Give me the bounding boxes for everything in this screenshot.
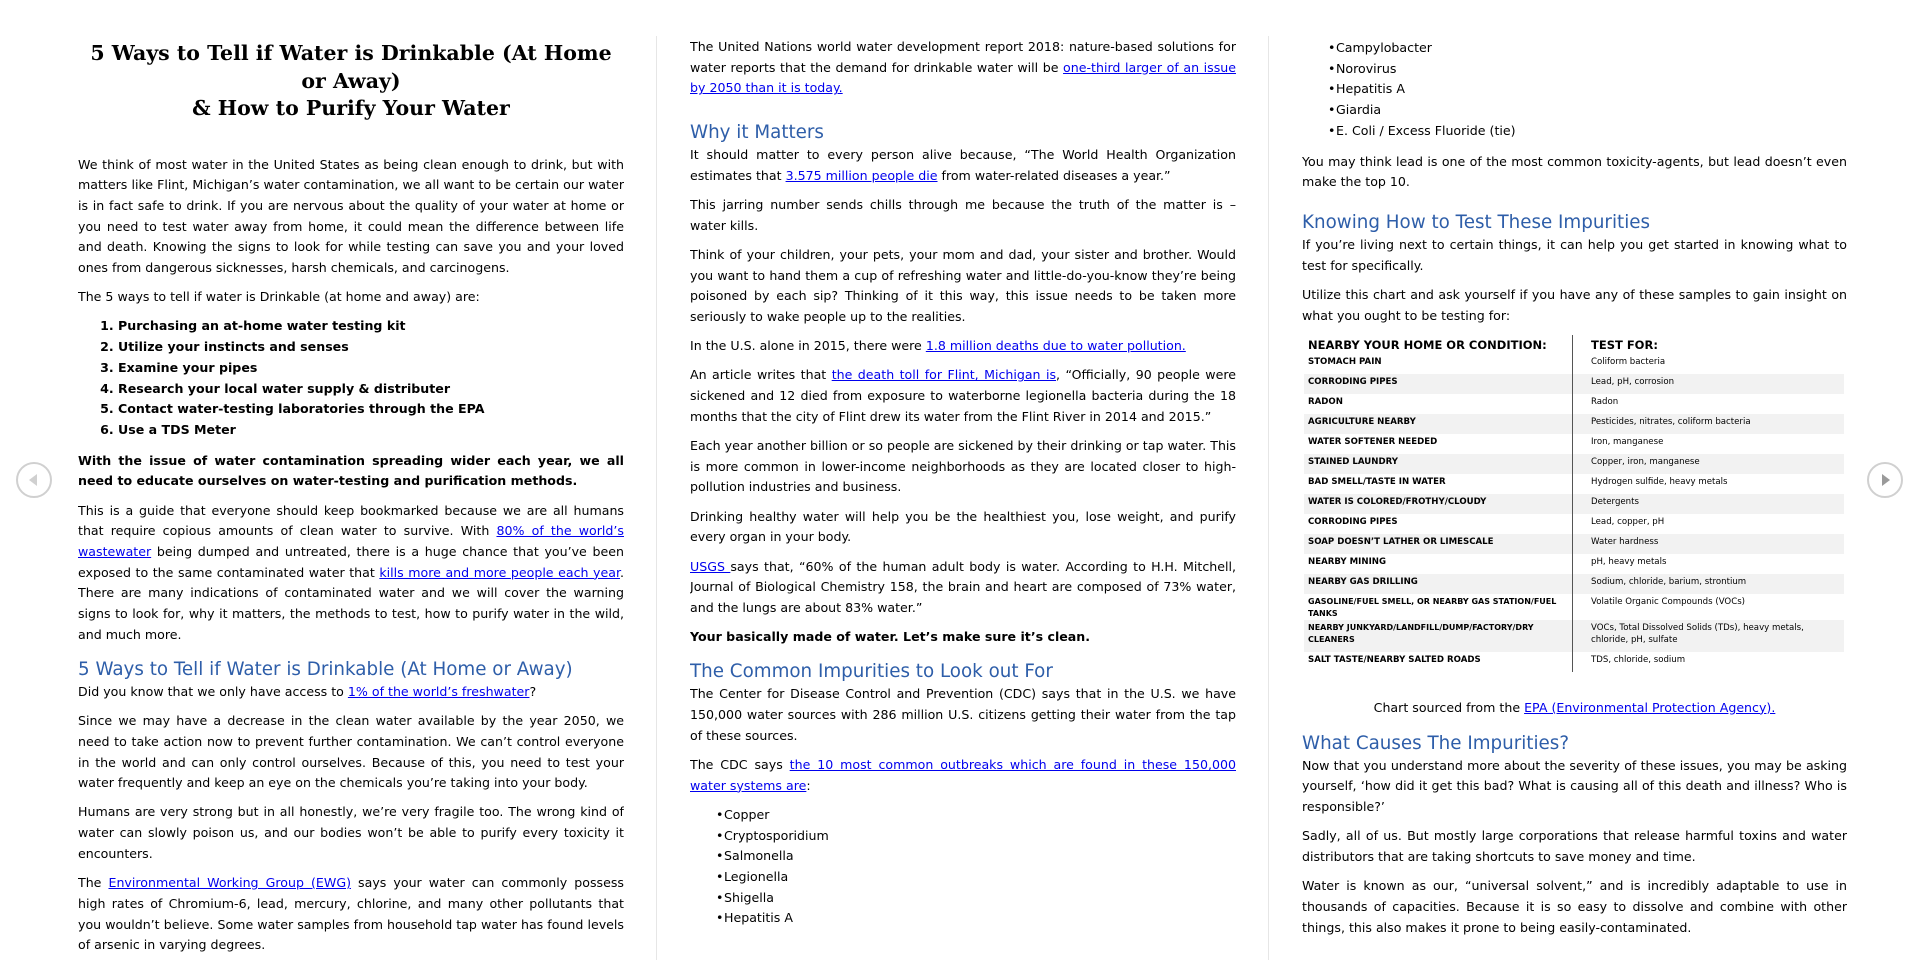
list-item: • Norovirus	[1302, 59, 1847, 80]
bold-paragraph: With the issue of water contamination spreading wider each year, we all need to educate ourselves on water-testing and purification methods.	[78, 452, 624, 489]
page-column-1	[78, 0, 624, 960]
table-row: CORRODING PIPES Lead, copper, pH	[1304, 514, 1844, 534]
table-row: NEARBY MINING pH, heavy metals	[1304, 554, 1844, 574]
fragile-paragraph: Humans are very strong but in all honestly, we’re very fragile too. The wrong kind of water can slowly poison us, and our bodies won’t be able to purify every toxicity it encounters.	[78, 804, 624, 861]
solvent-paragraph: Water is known as our, “universal solvent,” and is incredibly adaptable to use in thousands of capacities. Because it is so easy to dissolve and combine with other things, this also makes it prone to being easily-contaminated.	[1302, 878, 1847, 935]
table-row: SOAP DOESN’T LATHER OR LIMESCALE Water hardness	[1304, 534, 1844, 554]
chevron-right-icon	[1878, 473, 1892, 487]
document-title	[78, 40, 624, 123]
list-item: • Shigella	[690, 888, 1236, 909]
column-divider-1	[656, 36, 657, 960]
next-page-button[interactable]	[1867, 462, 1903, 498]
table-row: AGRICULTURE NEARBY Pesticides, nitrates, coliform bacteria	[1304, 414, 1844, 434]
usgs-link[interactable]: USGS	[690, 558, 731, 574]
wastewater-link[interactable]: 80% of the world’s wastewater	[78, 523, 624, 559]
un-report-link[interactable]: one-third larger of an issue by 2050 than it is today.	[690, 59, 1236, 96]
ewg-link[interactable]: Environmental Working Group (EWG)	[108, 875, 351, 891]
table-row: BAD SMELL/TASTE IN WATER Hydrogen sulfide, heavy metals	[1304, 474, 1844, 494]
page-column-2	[690, 0, 1236, 960]
list-item: 6. Use a TDS Meter	[118, 420, 624, 441]
test-column-header: TEST FOR:	[1591, 337, 1658, 352]
table-row: SALT TASTE/NEARBY SALTED ROADS TDS, chloride, sodium	[1304, 652, 1844, 672]
chart-source-line: Chart sourced from the EPA (Environmental Protection Agency).	[1373, 699, 1776, 715]
table-row: CORRODING PIPES Lead, pH, corrosion	[1304, 374, 1844, 394]
us-deaths-paragraph: In the U.S. alone in 2015, there were 1.8 million deaths due to water pollution.	[690, 338, 1186, 354]
cdc-outbreaks-link[interactable]: the 10 most common outbreaks which are found in these 150,000 water systems are	[690, 756, 1236, 793]
jarring-paragraph: This jarring number sends chills through me because the truth of the matter is – water kills.	[690, 197, 1236, 233]
list-item: 5. Contact water-testing laboratories through the EPA	[118, 399, 624, 420]
bold-line: Your basically made of water. Let’s make sure it’s clean.	[690, 629, 1091, 645]
list-item: • Giardia	[1302, 100, 1847, 121]
section-heading: Knowing How to Test These Impurities	[1302, 211, 1651, 233]
billion-paragraph: Each year another billion or so people are sickened by their drinking or tap water. This is more common in lower-income neighborhoods as they are located closer to high-pollution industries and business.	[690, 438, 1236, 495]
lead-paragraph: You may think lead is one of the most common toxicity-agents, but lead doesn’t even make the top 10.	[1302, 153, 1847, 190]
table-row: NEARBY GAS DRILLING Sodium, chloride, barium, strontium	[1304, 574, 1844, 594]
un-report-paragraph: The United Nations world water development report 2018: nature-based solutions for water reports that the demand for drinkable water will be one-third larger of an issue by 2050 than it is today.	[690, 39, 1236, 96]
list-item: 4. Research your local water supply & distributer	[118, 379, 624, 400]
table-header-row	[1304, 335, 1844, 354]
us-deaths-link[interactable]: 1.8 million deaths due to water pollution.	[925, 338, 1186, 354]
chevron-left-icon	[27, 473, 41, 487]
sadly-paragraph: Sadly, all of us. But mostly large corporations that release harmful toxins and water distributors that are taking shortcuts to save money and time.	[1302, 828, 1847, 865]
outbreaks-list	[690, 805, 1236, 929]
table-row: STAINED LAUNDRY Copper, iron, manganese	[1304, 454, 1844, 474]
who-link[interactable]: 3.575 million people die	[785, 167, 938, 183]
list-item: • Hepatitis A	[690, 908, 1236, 929]
ways-list	[78, 316, 624, 440]
healthy-paragraph: Drinking healthy water will help you be the healthiest you, lose weight, and purify every organ in your body.	[690, 508, 1236, 545]
table-row: RADON Radon	[1304, 394, 1844, 414]
condition-column-header: NEARBY YOUR HOME OR CONDITION:	[1304, 335, 1573, 354]
table-row: GASOLINE/FUEL SMELL, OR NEARBY GAS STATION/FUEL TANKS Volatile Organic Compounds (VOCs)	[1304, 594, 1844, 620]
title-line-2: & How to Purify Your Water	[192, 96, 510, 120]
usgs-paragraph: USGS says that, “60% of the human adult body is water. According to H.H. Mitchell, Journal of Biological Chemistry 158, the brain and heart are composed of 73% water, and the lungs are about 83% water.”	[690, 558, 1236, 615]
freshwater-paragraph: Did you know that we only have access to 1% of the world’s freshwater?	[78, 683, 537, 699]
ewg-paragraph: The Environmental Working Group (EWG) says your water can commonly possess high rates of Chromium-6, lead, mercury, chlorine, and many other pollutants that you wouldn’t believe. Some water samples from household tap water has found levels of arsenic in varying degrees.	[78, 875, 624, 953]
outbreaks-list-continued	[1302, 38, 1847, 142]
list-item: • Legionella	[690, 867, 1236, 888]
title-line-1: 5 Ways to Tell if Water is Drinkable (At Home or Away)	[90, 41, 612, 93]
list-item: • Campylobacter	[1302, 38, 1847, 59]
ways-intro: The 5 ways to tell if water is Drinkable (at home and away) are:	[78, 289, 480, 305]
list-item: • E. Coli / Excess Fluoride (tie)	[1302, 121, 1847, 142]
section-heading: The Common Impurities to Look out For	[690, 661, 1053, 683]
table-row: STOMACH PAIN Coliform bacteria	[1304, 354, 1844, 374]
section-heading: 5 Ways to Tell if Water is Drinkable (At Home or Away)	[78, 658, 573, 680]
section-heading: What Causes The Impurities?	[1302, 732, 1570, 754]
decrease-paragraph: Since we may have a decrease in the clean water available by the year 2050, we need to take action now to prevent further contamination. We can’t control everyone in the world and can only control ourselves. Because of this, you need to test your water frequently and keep an eye on the chemicals you’re taking into your body.	[78, 713, 624, 791]
column-divider-2	[1268, 36, 1269, 960]
epa-test-table	[1304, 335, 1844, 672]
guide-paragraph: This is a guide that everyone should keep bookmarked because we are all humans that require copious amounts of clean water to survive. With 80% of the world’s wastewater being dumped and untreated, there is a huge chance that you’ve been exposed to the same contaminated water that kills more and more people each year. There are many indications of contaminated water and we will cover the warning signs to look for, why it matters, the methods to test, how to purify water in the wild, and much more.	[78, 502, 624, 642]
table-row: NEARBY JUNKYARD/LANDFILL/DUMP/FACTORY/DRY CLEANERS VOCs, Total Dissolved Solids (TDs), heavy metals, chloride, pH, sulfate	[1304, 620, 1844, 652]
freshwater-link[interactable]: 1% of the world’s freshwater	[347, 683, 530, 699]
flint-link[interactable]: the death toll for Flint, Michigan is	[831, 367, 1057, 383]
list-item: • Salmonella	[690, 846, 1236, 867]
table-row: WATER SOFTENER NEEDED Iron, manganese	[1304, 434, 1844, 454]
page-column-3	[1302, 0, 1847, 960]
list-item: • Cryptosporidium	[690, 826, 1236, 847]
previous-page-button[interactable]	[16, 462, 52, 498]
cdc-paragraph: The Center for Disease Control and Prevention (CDC) says that in the U.S. we have 150,000 water sources with 286 million U.S. citizens getting their water from the tap of these sources.	[690, 686, 1236, 743]
utilize-paragraph: Utilize this chart and ask yourself if you have any of these samples to gain insight on what you ought to be testing for:	[1302, 286, 1847, 323]
severity-paragraph: Now that you understand more about the severity of these issues, you may be asking yourself, ‘how did it get this bad? What is causing all of this death and illness? Who is responsible?’	[1302, 757, 1847, 815]
list-item: • Copper	[690, 805, 1236, 826]
who-paragraph: It should matter to every person alive because, “The World Health Organization estimates that 3.575 million people die from water-related diseases a year.”	[690, 147, 1236, 183]
list-item: 2. Utilize your instincts and senses	[118, 337, 624, 358]
epa-link[interactable]: EPA (Environmental Protection Agency).	[1524, 699, 1776, 715]
living-paragraph: If you’re living next to certain things, it can help you get started in knowing what to test for specifically.	[1302, 236, 1847, 273]
list-item: 3. Examine your pipes	[118, 358, 624, 379]
list-item: • Hepatitis A	[1302, 79, 1847, 100]
table-row: WATER IS COLORED/FROTHY/CLOUDY Detergents	[1304, 494, 1844, 514]
flint-paragraph: An article writes that the death toll for Flint, Michigan is, “Officially, 90 people were sickened and 12 died from exposure to waterborne legionella bacteria during the 18 months that the city of Flint drew its water from the Flint River in 2014 and 2015.”	[690, 367, 1236, 424]
list-item: 1. Purchasing an at-home water testing kit	[118, 316, 624, 337]
section-heading: Why it Matters	[690, 122, 824, 144]
kills-people-link[interactable]: kills more and more people each year	[379, 564, 620, 580]
cdc-outbreaks-paragraph: The CDC says the 10 most common outbreaks which are found in these 150,000 water systems are:	[690, 756, 1236, 793]
intro-paragraph: We think of most water in the United States as being clean enough to drink, but with matters like Flint, Michigan’s water contamination, we all want to be certain our water is in fact safe to drink. If you are nervous about the quality of your water at home or you need to test water away from home, it could mean the difference between life and death. Knowing the signs to look for while testing can save you and your loved ones from dangerous sicknesses, harsh chemicals, and carcinogens.	[78, 156, 624, 276]
think-paragraph: Think of your children, your pets, your mom and dad, your sister and brother. Would you want to hand them a cup of refreshing water and little-do-you-know they’re being poisoned by each sip? Thinking of it this way, this issue needs to be taken more seriously to wake people up to the realities.	[690, 246, 1236, 325]
